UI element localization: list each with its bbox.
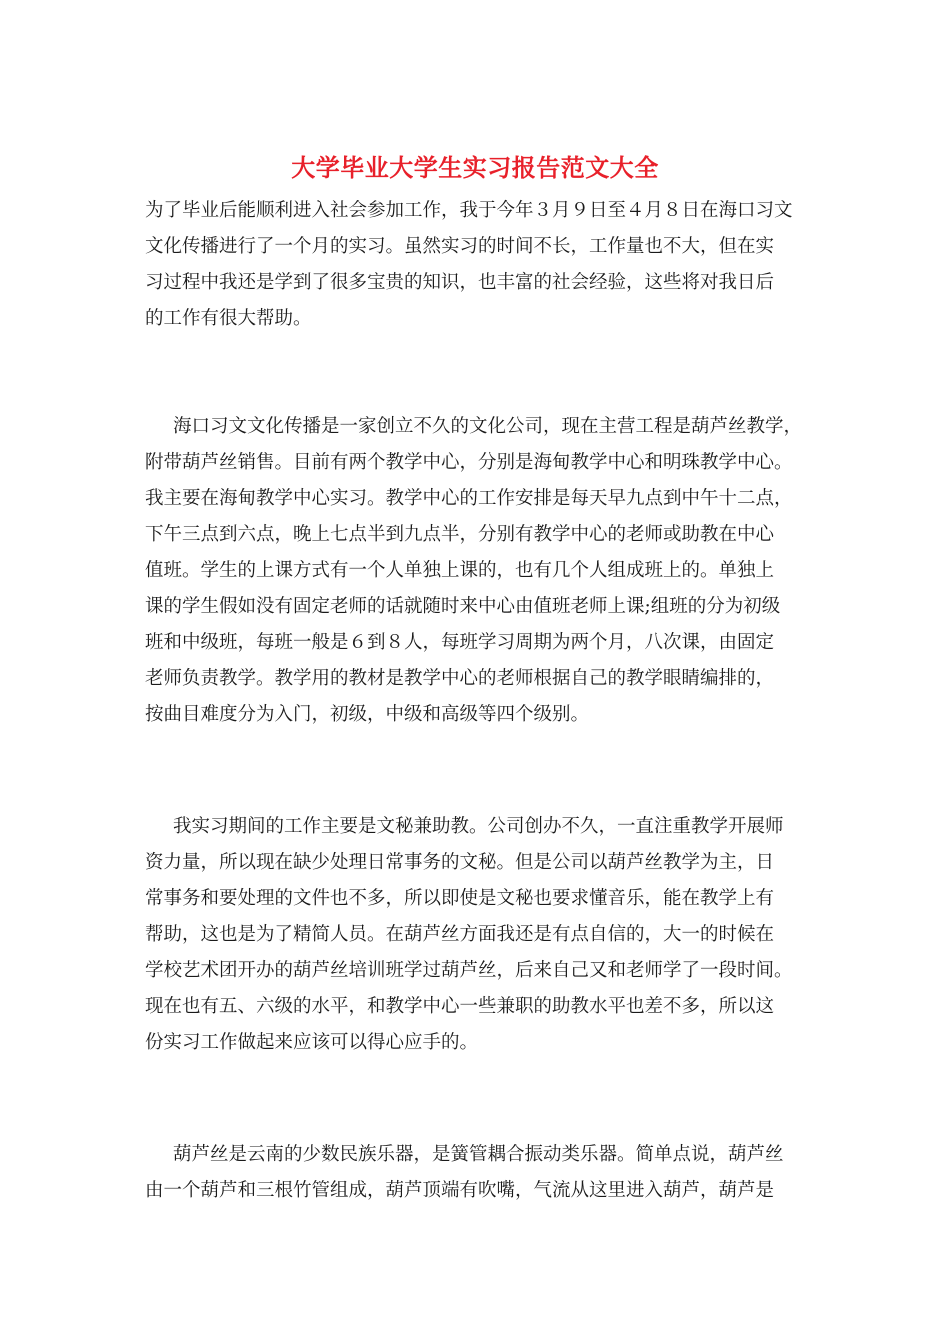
page-title: 大学毕业大学生实习报告范文大全 <box>291 153 659 182</box>
paragraph-line: 我实习期间的工作主要是文秘兼助教。公司创办不久，一直注重教学开展师 <box>173 816 784 837</box>
paragraph-line: 帮助，这也是为了精简人员。在葫芦丝方面我还是有点自信的，大一的时候在 <box>145 924 775 945</box>
paragraph-line: 由一个葫芦和三根竹管组成，葫芦顶端有吹嘴，气流从这里进入葫芦，葫芦是 <box>145 1180 775 1201</box>
paragraph-line: 习过程中我还是学到了很多宝贵的知识，也丰富的社会经验，这些将对我日后 <box>145 272 775 293</box>
paragraph-line: 按曲目难度分为入门，初级，中级和高级等四个级别。 <box>145 704 590 725</box>
paragraph-line: 为了毕业后能顺利进入社会参加工作，我于今年３月９日至４月８日在海口习文 <box>145 200 793 221</box>
paragraph-line: 班和中级班，每班一般是６到８人，每班学习周期为两个月，八次课，由固定 <box>145 632 775 653</box>
paragraph-line: 学校艺术团开办的葫芦丝培训班学过葫芦丝，后来自己又和老师学了一段时间。 <box>145 960 793 981</box>
paragraph-line: 课的学生假如没有固定老师的话就随时来中心由值班老师上课;组班的分为初级 <box>145 596 781 617</box>
paragraph-line: 值班。学生的上课方式有一个人单独上课的，也有几个人组成班上的。单独上 <box>145 560 775 581</box>
paragraph-line: 常事务和要处理的文件也不多，所以即使是文秘也要求懂音乐，能在教学上有 <box>145 888 775 909</box>
paragraph-line: 我主要在海甸教学中心实习。教学中心的工作安排是每天早九点到中午十二点， <box>145 488 793 509</box>
paragraph-line: 附带葫芦丝销售。目前有两个教学中心，分别是海甸教学中心和明珠教学中心。 <box>145 452 793 473</box>
paragraph-line: 的工作有很大帮助。 <box>145 308 312 329</box>
paragraph-line: 老师负责教学。教学用的教材是教学中心的老师根据自己的教学眼睛编排的， <box>145 668 775 689</box>
paragraph-line: 下午三点到六点，晚上七点半到九点半，分别有教学中心的老师或助教在中心 <box>145 524 775 545</box>
paragraph-line: 葫芦丝是云南的少数民族乐器，是簧管耦合振动类乐器。简单点说，葫芦丝 <box>173 1144 784 1165</box>
paragraph-line: 现在也有五、六级的水平，和教学中心一些兼职的助教水平也差不多，所以这 <box>145 996 775 1017</box>
paragraph-line: 海口习文文化传播是一家创立不久的文化公司，现在主营工程是葫芦丝教学， <box>173 416 803 437</box>
paragraph-line: 文化传播进行了一个月的实习。虽然实习的时间不长，工作量也不大，但在实 <box>145 236 775 257</box>
paragraph-line: 资力量，所以现在缺少处理日常事务的文秘。但是公司以葫芦丝教学为主，日 <box>145 852 775 873</box>
paragraph-line: 份实习工作做起来应该可以得心应手的。 <box>145 1032 479 1053</box>
